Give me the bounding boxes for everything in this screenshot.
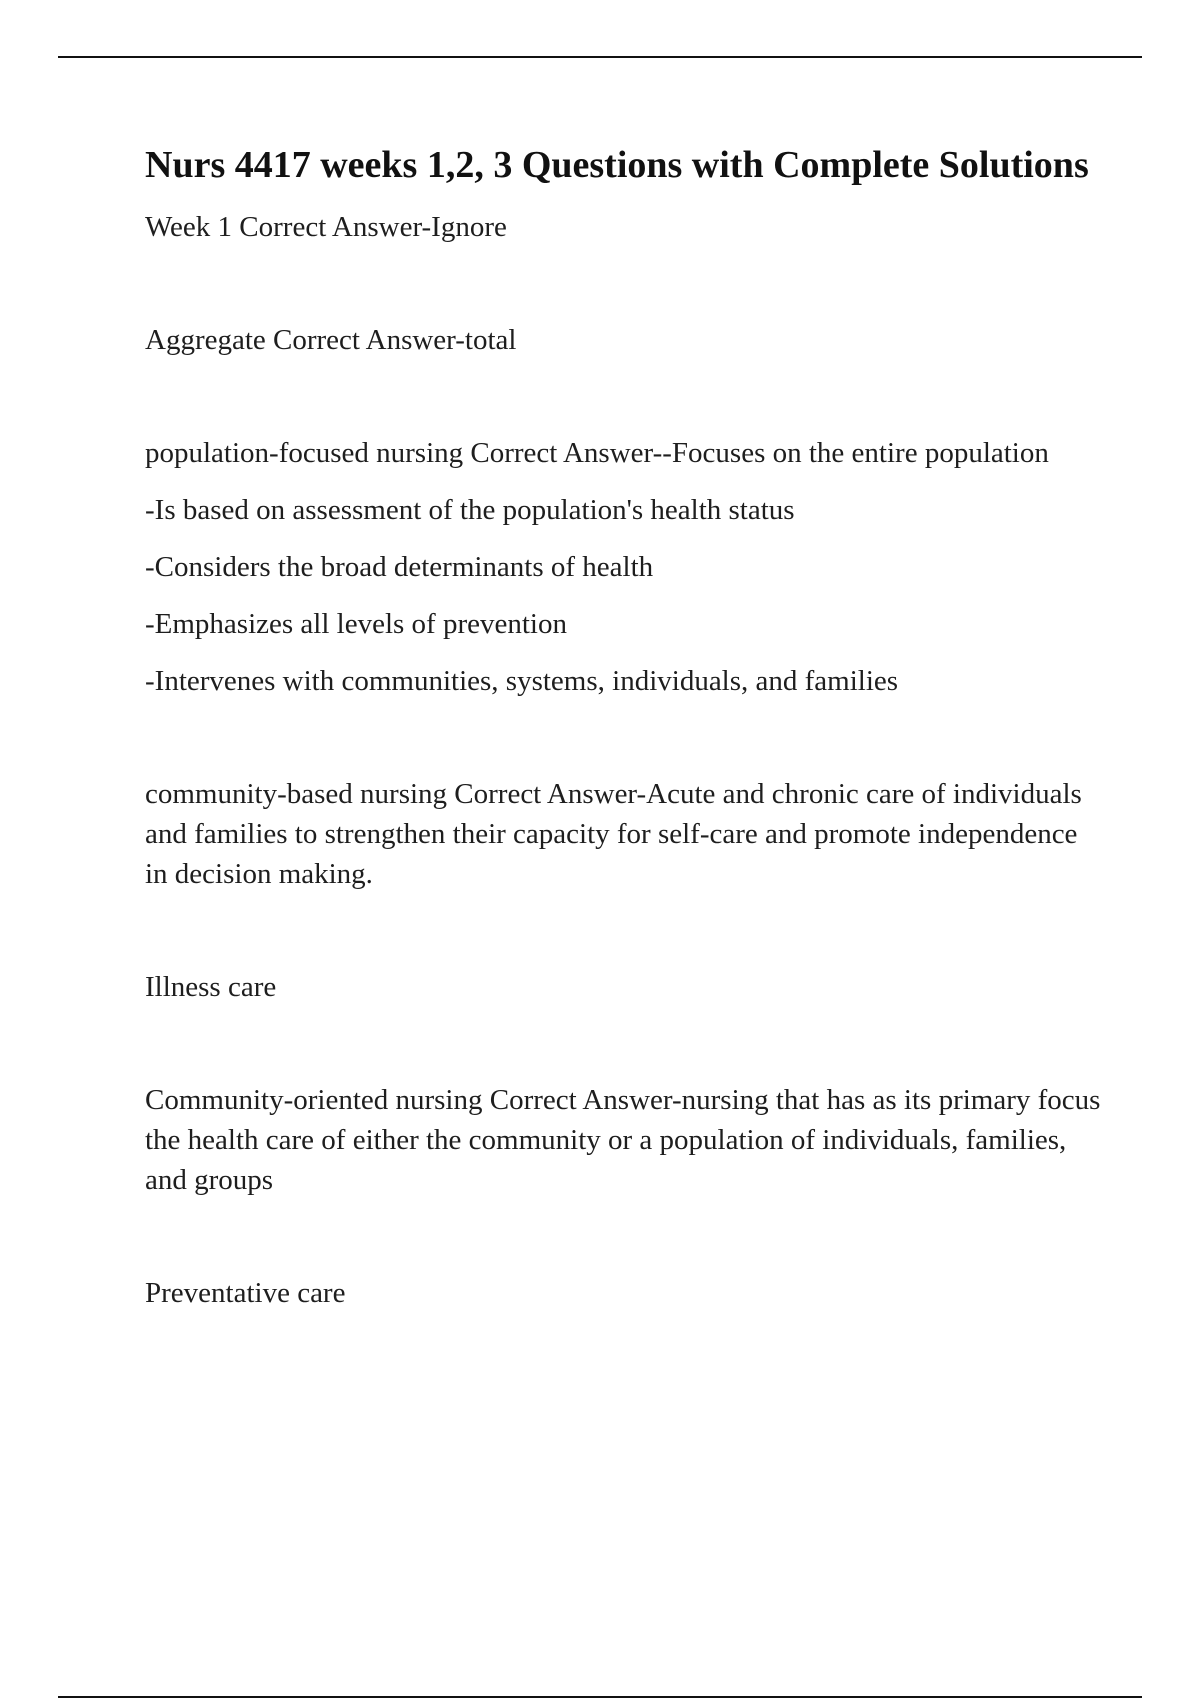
qa-aggregate: Aggregate Correct Answer-total — [145, 324, 517, 356]
top-divider — [58, 56, 1142, 58]
bullet-determinants: -Considers the broad determinants of health — [145, 551, 654, 583]
qa-week-1: Week 1 Correct Answer-Ignore — [145, 211, 507, 243]
qa-community-based: community-based nursing Correct Answer-Acute and chronic care of individuals and families to strengthen their capacity for self-care and promote independence in decision making. — [145, 778, 1082, 890]
preventative-care: Preventative care — [145, 1277, 346, 1309]
bullet-prevention: -Emphasizes all levels of prevention — [145, 608, 567, 640]
document-title: Nurs 4417 weeks 1,2, 3 Questions with Complete Solutions — [145, 144, 1089, 186]
bullet-assessment: -Is based on assessment of the population's health status — [145, 494, 795, 526]
document-body — [145, 140, 1105, 1313]
bottom-divider — [58, 1696, 1142, 1698]
qa-population-focused: population-focused nursing Correct Answer--Focuses on the entire population — [145, 437, 1049, 469]
illness-care: Illness care — [145, 971, 277, 1003]
bullet-intervenes: -Intervenes with communities, systems, individuals, and families — [145, 665, 899, 697]
qa-community-oriented: Community-oriented nursing Correct Answer-nursing that has as its primary focus the health care of either the community or a population of individuals, families, and groups — [145, 1084, 1101, 1196]
